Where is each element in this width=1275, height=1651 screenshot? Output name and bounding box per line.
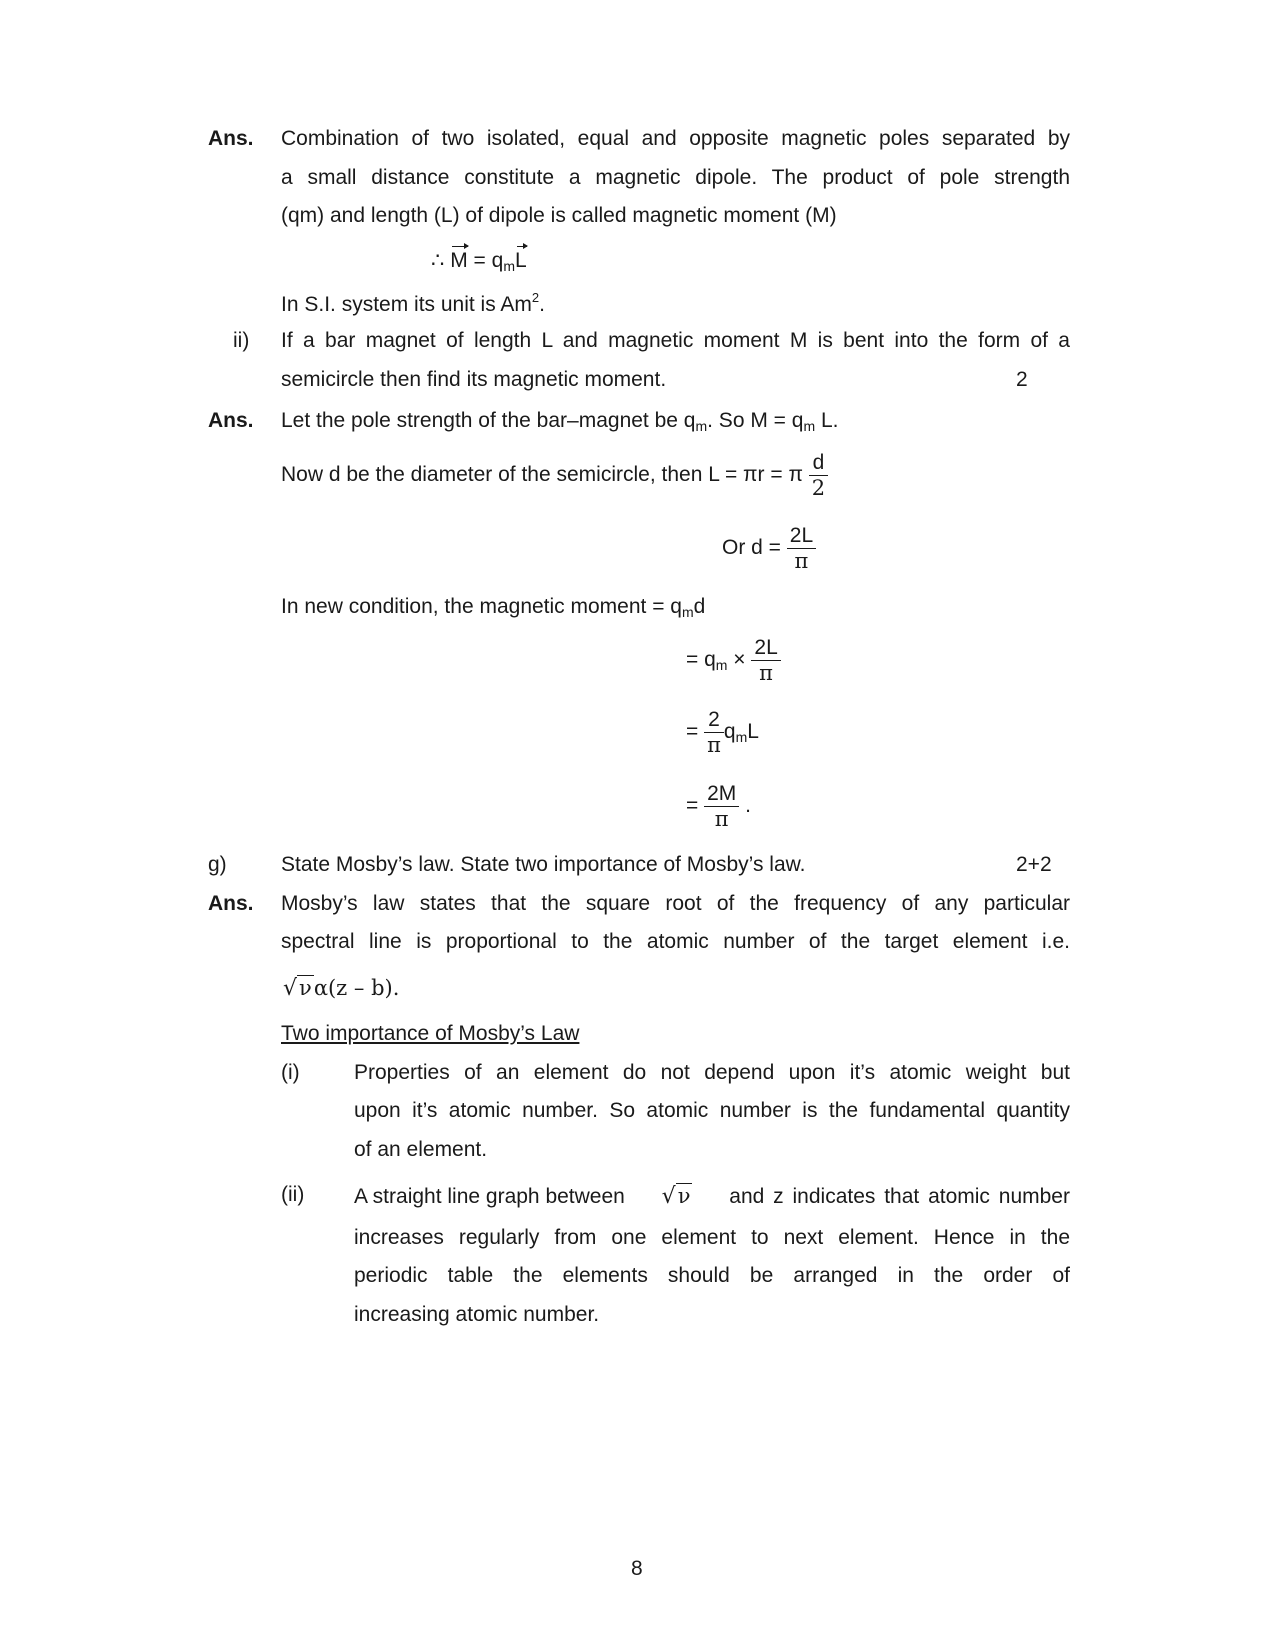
- item-2-line-3: periodic table the elements should be arranged in the order of: [354, 1264, 1070, 1287]
- question-g-marks: 2+2: [1016, 853, 1052, 876]
- dipole-line-1: Combination of two isolated, equal and opposite magnetic poles separated by: [281, 127, 1070, 150]
- item-2-label: (ii): [281, 1183, 305, 1206]
- new-condition-line: In new condition, the magnetic moment = $q_md$: [281, 595, 706, 620]
- ans-label: Ans.: [208, 409, 254, 432]
- question-g-label: g): [208, 853, 227, 876]
- answer-ii-line-2: Now d be the diameter of the semicircle, then L = πr = π $\frac{d}{2}$: [281, 451, 828, 500]
- page-number: 8: [631, 1557, 643, 1580]
- fraction-2L-over-pi: $\frac{2L}{\pi}$: [787, 524, 816, 573]
- mosby-formula: √να(z – b).: [283, 976, 400, 1001]
- question-ii-line-1: If a bar magnet of length L and magnetic moment M is bent into the form of a: [281, 329, 1070, 352]
- question-ii-line-2: semicircle then find its magnetic moment.: [281, 368, 667, 391]
- magnetic-moment-formula: ∴ $M = q_mL$: [431, 248, 527, 274]
- dipole-line-2: a small distance constitute a magnetic dipole. The product of pole strength: [281, 166, 1070, 189]
- step-2: = $\frac{2}{\pi}$ $q_mL$: [686, 708, 759, 757]
- or-d-equation: Or d = $\frac{2L}{\pi}$: [722, 524, 816, 573]
- item-1-label: (i): [281, 1061, 300, 1084]
- answer-ii-line-1: Let the pole strength of the bar–magnet be $q_m$. So $M = q_m$ L.: [281, 409, 839, 434]
- fraction-d-over-2: $\frac{d}{2}$: [809, 451, 828, 500]
- importance-heading: Two importance of Mosby’s Law: [281, 1022, 580, 1045]
- step-1: = $q_m$ × $\frac{2L}{\pi}$: [686, 636, 781, 685]
- question-ii-marks: 2: [1016, 368, 1028, 391]
- answer-g-line-2: spectral line is proportional to the atomic number of the target element i.e.: [281, 930, 1070, 953]
- item-2-line-4: increasing atomic number.: [354, 1303, 600, 1326]
- step-3: = $\frac{2M}{\pi}$ .: [686, 782, 751, 831]
- item-2-line-1: A straight line graph between √ν and z indicates that atomic number: [354, 1184, 1070, 1209]
- si-unit-line: In S.I. system its unit is Am$^2$.: [281, 290, 545, 316]
- ans-label: Ans.: [208, 127, 254, 150]
- item-2-line-2: increases regularly from one element to next element. Hence in the: [354, 1226, 1070, 1249]
- answer-g-line-1: Mosby’s law states that the square root of the frequency of any particular: [281, 892, 1070, 915]
- question-g-text: State Mosby’s law. State two importance of Mosby’s law.: [281, 853, 806, 876]
- question-ii-label: ii): [233, 329, 250, 352]
- dipole-line-3: (qm) and length (L) of dipole is called magnetic moment (M): [281, 204, 837, 227]
- item-1-line-2: upon it’s atomic number. So atomic number is the fundamental quantity: [354, 1099, 1070, 1122]
- item-1-line-3: of an element.: [354, 1138, 488, 1161]
- ans-label: Ans.: [208, 892, 254, 915]
- item-1-line-1: Properties of an element do not depend upon it’s atomic weight but: [354, 1061, 1070, 1084]
